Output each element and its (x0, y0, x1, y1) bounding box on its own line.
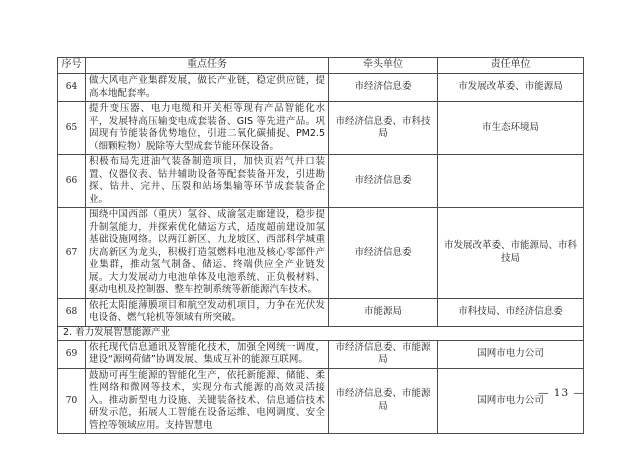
table-row (58, 102, 584, 155)
section-header-row (58, 326, 584, 340)
task-cell: 积极布局先进油气装备制造项目，加快页岩气井口装置、仪器仪表、钻井辅助设备等配套装备开发，引进勘探、钻井、完井、压裂和站场集输等环节成套装备企业。 (86, 155, 329, 208)
task-cell: 依托现代信息通讯及智能化技术，加强全网统一调度，建设“源网荷储”协调发展、集成互补的能源互联网。 (86, 340, 329, 368)
lead-unit-cell: 市经济信息委 (329, 155, 438, 208)
responsible-unit-cell: 国网市电力公司 (438, 368, 584, 434)
responsible-unit-cell: 市发展改革委、市能源局、市科技局 (438, 208, 584, 299)
table-row (58, 368, 584, 434)
row-no: 69 (58, 340, 86, 368)
table-row (58, 340, 584, 368)
lead-unit-cell: 市经济信息委、市能源局 (329, 340, 438, 368)
row-no: 70 (58, 368, 86, 434)
table-header-row (58, 58, 584, 74)
page-number: — 13 — (537, 387, 585, 399)
row-no: 64 (58, 74, 86, 102)
task-cell: 依托太阳能薄膜项目和航空发动机项目，力争在光伏发电设备、燃气轮机等领域有所突破。 (86, 298, 329, 326)
header-responsible-unit: 责任单位 (438, 58, 584, 74)
header-no: 序号 (58, 58, 86, 74)
row-no: 67 (58, 208, 86, 299)
lead-unit-cell: 市经济信息委 (329, 74, 438, 102)
task-cell: 做大风电产业集群发展，做长产业链，稳定供应链，提高本地配套率。 (86, 74, 329, 102)
lead-unit-cell: 市经济信息委 (329, 208, 438, 299)
header-task: 重点任务 (86, 58, 329, 74)
section-title: 2. 着力发展智慧能源产业 (58, 326, 584, 340)
lead-unit-cell: 市经济信息委、市能源局 (329, 368, 438, 434)
header-lead-unit: 牵头单位 (329, 58, 438, 74)
task-table (57, 57, 584, 434)
table-row (58, 298, 584, 326)
task-cell: 鼓励可再生能源的智能化生产，依托新能源、储能、柔性网络和微网等技术，实现分布式能源的高效灵活接入。推动新型电力设施、关键装备技术、信息通信技术研发示范，拓展人工智能在设备运维、电网调度、安全管控等领域应用。支持智慧电 (86, 368, 329, 434)
table-row (58, 208, 584, 299)
responsible-unit-cell: 国网市电力公司 (438, 340, 584, 368)
task-cell: 围绕中国西部（重庆）氢谷、成渝氢走廊建设，稳步提升制氢能力，并探索优化储运方式，适度超前建设加氢基础设施网络。以两江新区、九龙坡区、西部科学城重庆高新区为龙头，积极打造氢燃料电池及核心零部件产业集群，推动氢气制备、储运、终端供应全产业链发展。大力发展动力电池单体及电池系统、正负极材料、驱动电机及控制器、整车控制系统等新能源汽车技术。 (86, 208, 329, 299)
table-row (58, 155, 584, 208)
table-row (58, 74, 584, 102)
row-no: 65 (58, 102, 86, 155)
lead-unit-cell: 市经济信息委、市科技局 (329, 102, 438, 155)
responsible-unit-cell: 市发展改革委、市能源局 (438, 74, 584, 102)
lead-unit-cell: 市能源局 (329, 298, 438, 326)
row-no: 68 (58, 298, 86, 326)
responsible-unit-cell: 市科技局、市经济信息委 (438, 298, 584, 326)
task-cell: 提升变压器、电力电缆和开关柜等现有产品智能化水平，发展特高压输变电成套装备、GIS 等先进产品。巩固现有节能装备优势地位，引进二氧化碳捕捉、PM2.5（细颗粒物）脱除等大型成套节能环保设备。 (86, 102, 329, 155)
responsible-unit-cell: 市生态环境局 (438, 102, 584, 155)
row-no: 66 (58, 155, 86, 208)
responsible-unit-cell (438, 155, 584, 208)
